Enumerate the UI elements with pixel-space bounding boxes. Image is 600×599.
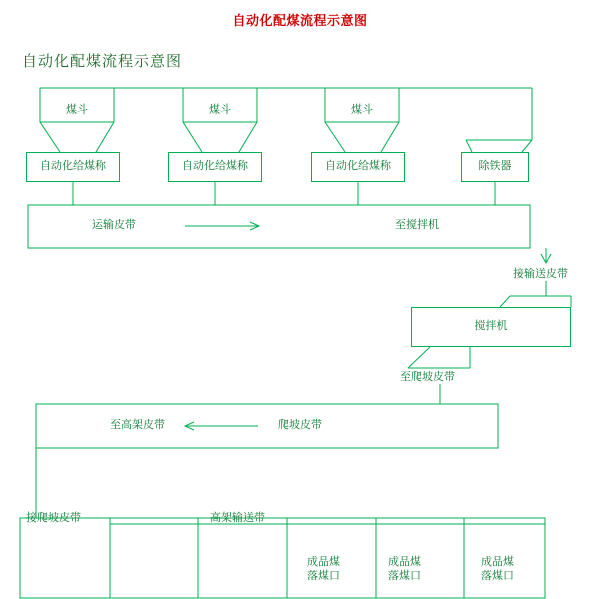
deironer [461, 152, 529, 182]
hopper-3 [325, 100, 399, 122]
feeder-scale-1 [26, 152, 120, 182]
to-climb-belt-label: 至爬坡皮带 [400, 371, 455, 383]
feeder-scale-3 [311, 152, 405, 182]
outlet-2-line2: 落煤口 [388, 569, 421, 582]
page-title: 自动化配煤流程示意图 [232, 13, 368, 28]
climb-belt-label: 爬坡皮带 [278, 419, 322, 431]
transport-belt-label: 运输皮带 [92, 219, 136, 231]
to-elevated-belt-label: 至高架皮带 [110, 419, 165, 431]
outlet-1 [307, 556, 340, 584]
mixer-label: 搅拌机 [474, 320, 508, 333]
deironer-label: 除铁器 [478, 160, 512, 173]
elevated-conveyor-label: 高架输送带 [210, 512, 265, 524]
to-mixer-label: 至搅拌机 [395, 219, 439, 231]
join-climb-belt-label: 接爬坡皮带 [26, 512, 81, 524]
feeder-scale-1-label: 自动化给煤称 [40, 160, 106, 173]
outlet-2 [388, 556, 421, 584]
feeder-scale-2 [168, 152, 262, 182]
feeder-scale-2-label: 自动化给煤称 [182, 160, 248, 173]
feeder-scale-3-label: 自动化给煤称 [325, 160, 391, 173]
outlet-3-line2: 落煤口 [481, 569, 514, 582]
hopper-1-label: 煤斗 [66, 104, 88, 117]
hopper-3-label: 煤斗 [351, 104, 373, 117]
to-conveyor-label: 接输送皮带 [513, 268, 568, 280]
outlet-2-line1: 成品煤 [388, 556, 421, 568]
outlet-1-line1: 成品煤 [307, 556, 340, 568]
outlet-1-line2: 落煤口 [307, 569, 340, 582]
outlet-3 [481, 556, 514, 584]
hopper-2 [183, 100, 257, 122]
hopper-2-label: 煤斗 [209, 104, 231, 117]
mixer [411, 307, 571, 347]
diagram-subtitle: 自动化配煤流程示意图 [22, 53, 183, 70]
outlet-3-line1: 成品煤 [481, 556, 514, 568]
hopper-1 [40, 100, 114, 122]
